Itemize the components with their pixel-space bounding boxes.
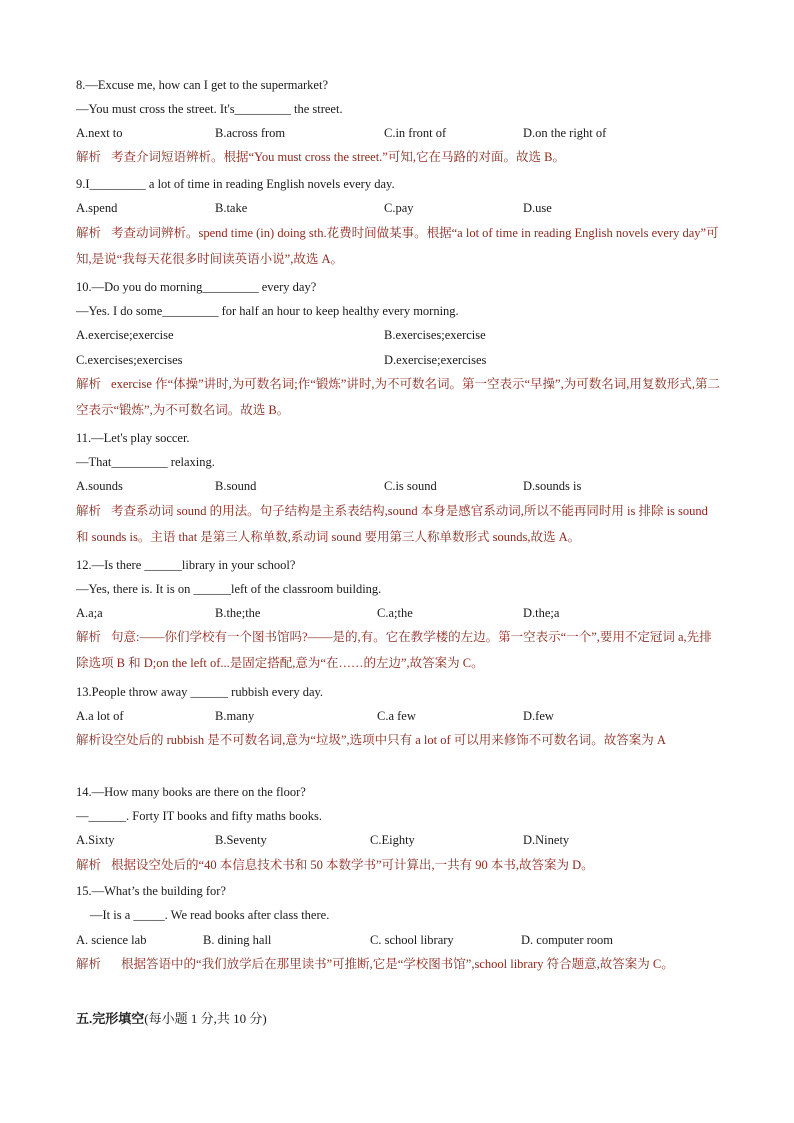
option-a: A.a lot of (76, 709, 124, 723)
analysis-tag: 解析 (76, 504, 102, 518)
option-d: D.the;a (523, 606, 560, 620)
question-13-line-1: 13.People throw away ______ rubbish every day. (76, 685, 324, 699)
question-12-options (76, 605, 716, 621)
question-10-analysis (76, 371, 720, 423)
option-b: B.across from (215, 126, 286, 140)
section-heading (76, 1010, 267, 1028)
analysis-tag: 解析 (76, 630, 102, 644)
question-10-line-1: 10.—Do you do morning_________ every day? (76, 280, 317, 294)
option-d: D.Ninety (523, 833, 570, 847)
analysis-text: 设空处后的 rubbish 是不可数名词,意为“垃圾”,选项中只有 a lot of 可以用来修饰不可数名词。故答案为 A (101, 733, 666, 747)
question-11-line-1: 11.—Let's play soccer. (76, 431, 190, 445)
section-title: 五.完形填空 (76, 1011, 145, 1026)
question-13-options (76, 708, 716, 724)
option-a: A. science lab (76, 933, 147, 947)
option-a: A.next to (76, 126, 123, 140)
question-13-analysis (76, 727, 720, 753)
option-d: D.exercise;exercises (384, 353, 487, 367)
option-b: B.exercises;exercise (384, 328, 486, 342)
question-15-line-2: —It is a _____. We read books after class there. (90, 908, 330, 922)
analysis-text: exercise 作“体操”讲时,为可数名词;作“锻炼”讲时,为不可数名词。第一空表示“早操”,为可数名词,用复数形式,第二空表示“锻炼”,为不可数名词。故选 B。 (76, 377, 720, 417)
question-11-analysis (76, 498, 720, 550)
question-10-options-row-2 (76, 352, 716, 368)
analysis-tag: 解析 (76, 377, 102, 391)
option-c: C.in front of (384, 126, 447, 140)
option-c: C. school library (370, 933, 454, 947)
option-d: D.on the right of (523, 126, 607, 140)
option-c: C.a;the (377, 606, 413, 620)
option-c: C.exercises;exercises (76, 353, 183, 367)
question-10-options-row-1 (76, 327, 716, 343)
analysis-tag: 解析 (76, 733, 102, 747)
analysis-tag: 解析 (76, 957, 102, 971)
option-a: A.Sixty (76, 833, 115, 847)
option-d: D.few (523, 709, 554, 723)
option-c: C.Eighty (370, 833, 415, 847)
question-14-options (76, 832, 716, 848)
question-12-analysis (76, 624, 720, 676)
analysis-text: 根据答语中的“我们放学后在那里读书”可推断,它是“学校图书馆”,school library 符合题意,故答案为 C。 (121, 957, 674, 971)
analysis-text: 句意:——你们学校有一个图书馆吗?——是的,有。它在教学楼的左边。第一空表示“一个”,要用不定冠词 a,先排除选项 B 和 D;on the left of...是固定搭配,意为“在……的左边”,故答案为 C。 (76, 630, 712, 670)
analysis-tag: 解析 (76, 858, 102, 872)
option-a: A.exercise;exercise (76, 328, 174, 342)
analysis-tag: 解析 (76, 150, 102, 164)
analysis-text: 考查系动词 sound 的用法。句子结构是主系表结构,sound 本身是感官系动词,所以不能再同时用 is 排除 is sound 和 sounds is。主语 that 是第三人称单数,系动词 sound 要用第三人称单数形式 sounds,故选 A。 (76, 504, 708, 544)
option-b: B.many (215, 709, 255, 723)
option-d: D.use (523, 201, 552, 215)
question-14-line-1: 14.—How many books are there on the floor? (76, 785, 306, 799)
question-15-line-1: 15.—What’s the building for? (76, 884, 226, 898)
section-note: (每小题 1 分,共 10 分) (144, 1011, 267, 1026)
question-10-line-2: —Yes. I do some_________ for half an hour to keep healthy every morning. (76, 304, 459, 318)
analysis-text: 考查动词辨析。spend time (in) doing sth.花费时间做某事。根据“a lot of time in reading English novels every day”可知,是说“我每天花很多时间读英语小说”,故选 A。 (76, 226, 719, 266)
option-b: B.Seventy (215, 833, 267, 847)
question-8-analysis (76, 144, 720, 170)
option-c: C.is sound (384, 479, 437, 493)
question-15-analysis (76, 951, 720, 977)
option-d: D. computer room (521, 933, 613, 947)
question-8-options (76, 125, 716, 141)
option-b: B.sound (215, 479, 257, 493)
option-b: B. dining hall (203, 933, 272, 947)
option-a: A.a;a (76, 606, 103, 620)
question-8-line-1: 8.—Excuse me, how can I get to the supermarket? (76, 78, 328, 92)
option-c: C.a few (377, 709, 416, 723)
question-9-line-1: 9.I_________ a lot of time in reading English novels every day. (76, 177, 395, 191)
question-9-analysis (76, 220, 720, 272)
option-b: B.take (215, 201, 248, 215)
question-11-options (76, 478, 716, 494)
question-12-line-2: —Yes, there is. It is on ______left of the classroom building. (76, 582, 382, 596)
option-b: B.the;the (215, 606, 261, 620)
analysis-tag: 解析 (76, 226, 102, 240)
option-a: A.sounds (76, 479, 123, 493)
question-12-line-1: 12.—Is there ______library in your school? (76, 558, 296, 572)
analysis-text: 考查介词短语辨析。根据“You must cross the street.”可知,它在马路的对面。故选 B。 (111, 150, 565, 164)
option-a: A.spend (76, 201, 118, 215)
analysis-text: 根据设空处后的“40 本信息技术书和 50 本数学书”可计算出,一共有 90 本书,故答案为 D。 (111, 858, 594, 872)
option-d: D.sounds is (523, 479, 582, 493)
question-14-analysis (76, 852, 720, 878)
option-c: C.pay (384, 201, 414, 215)
question-15-options (76, 932, 716, 948)
question-9-options (76, 200, 716, 216)
question-14-line-2: —______. Forty IT books and fifty maths books. (76, 809, 322, 823)
question-11-line-2: —That_________ relaxing. (76, 455, 215, 469)
question-8-line-2: —You must cross the street. It's_________ the street. (76, 102, 343, 116)
